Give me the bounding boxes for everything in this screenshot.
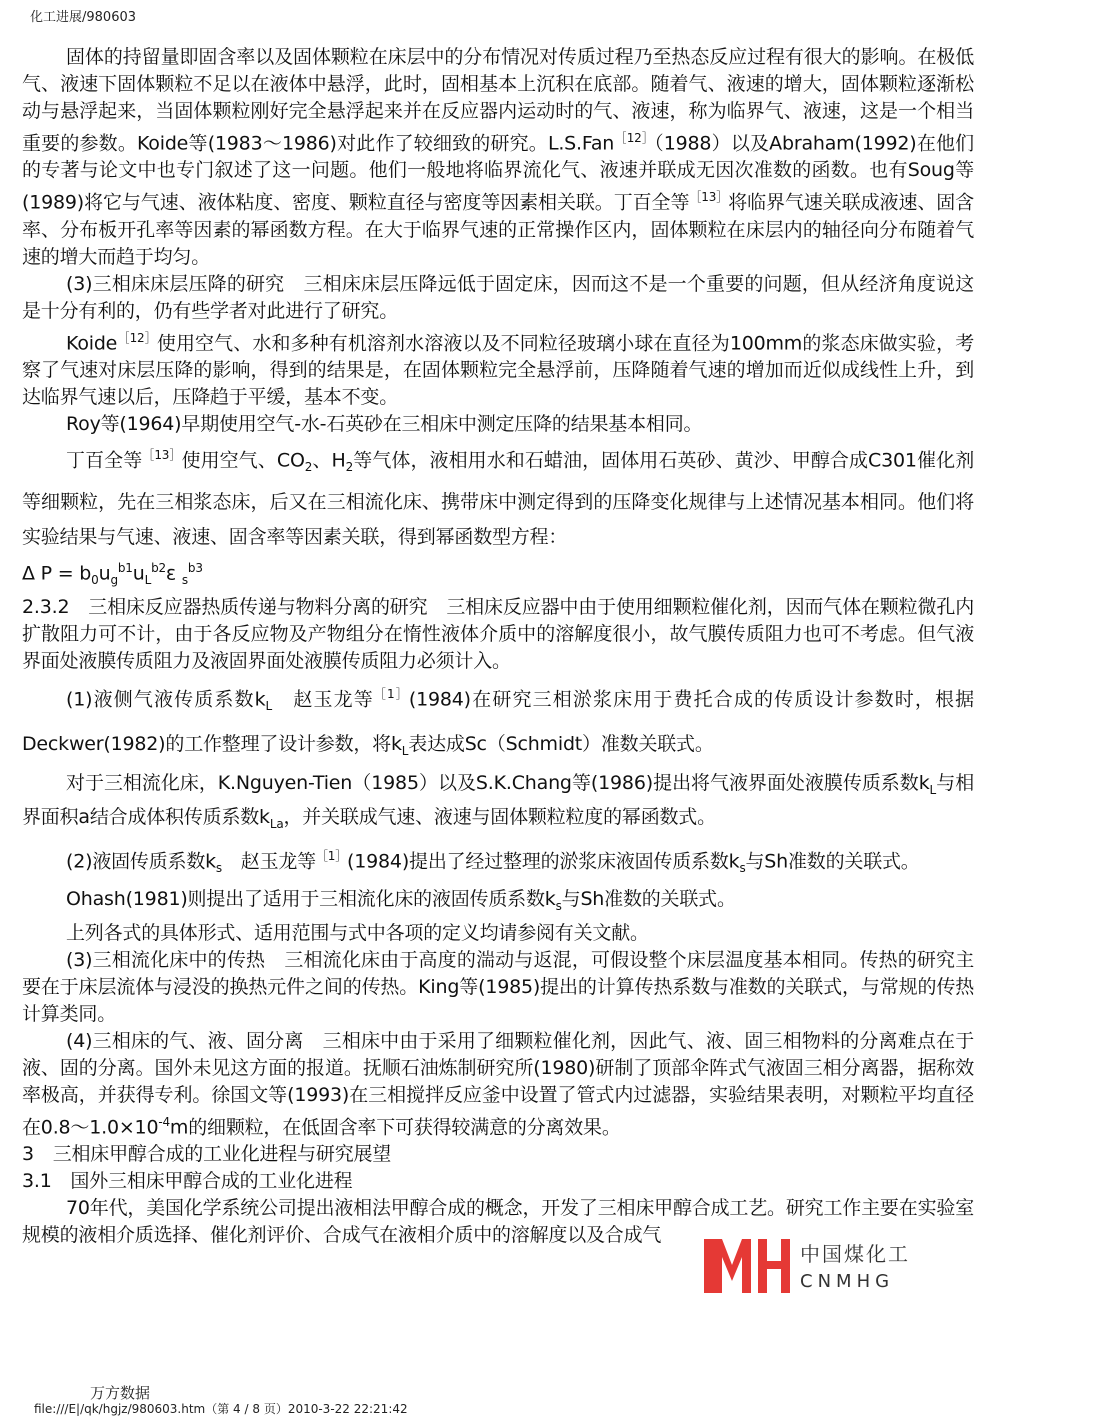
paragraph-critical-velocity: 固体的持留量即固含率以及固体颗粒在床层中的分布情况对传质过程乃至热态反应过程有很大的影响。在极低气、液速下固体颗粒不足以在液体中悬浮，此时，固相基本上沉积在底部。随着气、液速的增大，固体颗粒逐渐松动与悬浮起来，当固体颗粒刚好完全悬浮起来并在反应器内运动时的气、液速，称为临界气、液速，这是一个相当重要的参数。Koide等(1983～1986)对此作了较细致的研究。L.S.Fan$^{[12]}$（1988）以及Abraham(1992)在他们的专著与论文中也专门叙述了这一问题。他们一般地将临界流化气、液速并联成无因次准数的函数。也有Soug等(1989)将它与气速、液体粘度、密度、颗粒直径与密度等因素相关联。丁百全等$^{[13]}$将临界气速关联成液速、固含率、分布板开孔率等因素的幂函数方程。在大于临界气速的正常操作区内，固体颗粒在床层内的轴径向分布随着气速的增大而趋于均匀。 (22, 46, 974, 268)
pressure-drop-formula: Δ $P = b_0u_g^{b1}u_L^{b2}\varepsilon$ $_s^{b3}$ (22, 561, 203, 588)
paragraph-fluidized-bed: 对于三相流化床，K.Nguyen-Tien（1985）以及S.K.Chang等(1986)提出将气液界面处液膜传质系数$k_L$与相界面积a结合成体积传质系数$k_{La}$，并关联成气速、液速与固体颗粒粒度的幂函数式。 (22, 772, 974, 831)
paragraph-liquid-solid: (2)液固传质系数$k_s$ 赵玉龙等$^{[1]}$(1984)提出了经过整理的淤浆床液固传质系数$k_s$与Sh准数的关联式。 (66, 848, 920, 875)
section-heading-2-3-2: 2.3.2 三相床反应器热质传递与物料分离的研究 三相床反应器中由于使用细颗粒催化剂，因而气体在颗粒微孔内扩散阻力可不计，由于各反应物及产物组分在惰性液体介质中的溶解度很小，故气膜传质阻力也可不考虑。但气液界面处液膜传质阻力及液固界面处液膜传质阻力必须计入。 (22, 596, 974, 673)
logo-chinese-text: 中国煤化工 (800, 1242, 910, 1266)
citation: ［13］ (689, 190, 729, 205)
citation: ［12］ (117, 330, 157, 345)
logo-mark-icon (702, 1235, 792, 1295)
paragraph-separation: (4)三相床的气、液、固分离 三相床中由于采用了细颗粒催化剂，因此气、液、固三相物料的分离难点在于液、固的分离。国外未见这方面的报道。抚顺石油炼制研究所(1980)研制了顶部伞阵式气液固三相分离器，据称效率极高，并获得专利。徐国文等(1993)在三相搅拌反应釜中设置了管式内过滤器，实验结果表明，对颗粒平均直径在$0.8\sim 1.0\times 10^{-4}m$的细颗粒，在低固含率下可获得较满意的分离效果。 (22, 1029, 974, 1138)
logo-english-text: CNMHG (800, 1271, 895, 1292)
document-body (22, 44, 974, 1249)
section-heading-3-1: 3.1 国外三相床甲醇合成的工业化进程 (22, 1170, 353, 1192)
section-heading-3: 3 三相床甲醇合成的工业化进程与研究展望 (22, 1143, 392, 1165)
citation: ［1］ (373, 687, 409, 702)
page-footer-path: file:///E|/qk/hgjz/980603.htm（第 4 / 8 页）2010-3-22 22:21:42 (34, 1402, 408, 1416)
paragraph-references-note: 上列各式的具体形式、适用范围与式中各项的定义均请参阅有关文献。 (66, 921, 649, 944)
paragraph-liquid-side: (1)液侧气液传质系数$k_L$ 赵玉龙等$^{[1]}$(1984)在研究三相淤浆床用于费托合成的传质设计参数时，根据Deckwer(1982)的工作整理了设计参数，将$k_L$表达成Sc（Schmidt）准数关联式。 (22, 687, 974, 759)
citation: ［13］ (142, 447, 182, 462)
citation: ［1］ (316, 848, 348, 863)
citation: ［12］ (614, 131, 655, 145)
paragraph-roy: Roy等(1964)早期使用空气-水-石英砂在三相床中测定压降的结果基本相同。 (66, 412, 703, 435)
wanfang-watermark: 万方数据 (90, 1384, 151, 1402)
cnmhg-logo (702, 1234, 922, 1296)
paragraph-1970s: 70年代，美国化学系统公司提出液相法甲醇合成的概念，开发了三相床甲醇合成工艺。研究工作主要在实验室规模的液相介质选择、催化剂评价、合成气在液相介质中的溶解度以及合成气 (22, 1197, 974, 1246)
document-header: 化工进展/980603 (30, 10, 137, 25)
paragraph-ding: 丁百全等$^{[13]}$使用空气、$CO_2$、$H_2$等气体，液相用水和石蜡油，固体用石英砂、黄沙、甲醇合成C301催化剂等细颗粒，先在三相浆态床，后又在三相流化床、携带床中测定得到的压降变化规律与上述情况基本相同。他们将实验结果与气速、液速、固含率等因素关联，得到幂函数型方程： (22, 447, 974, 549)
paragraph-pressure-drop: (3)三相床床层压降的研究 三相床床层压降远低于固定床，因而这不是一个重要的问题，但从经济角度说这是十分有利的，仍有些学者对此进行了研究。 (22, 272, 974, 322)
paragraph-ohash: Ohash(1981)则提出了适用于三相流化床的液固传质系数$k_s$与Sh准数的关联式。 (66, 887, 736, 913)
paragraph-koide: Koide$^{[12]}$使用空气、水和多种有机溶剂水溶液以及不同粒径玻璃小球在直径为100mm的浆态床做实验，考察了气速对床层压降的影响，得到的结果是，在固体颗粒完全悬浮前，压降随着气速的增加而近似成线性上升，到达临界气速以后，压降趋于平缓，基本不变。 (22, 330, 974, 408)
paragraph-heat-transfer: (3)三相流化床中的传热 三相流化床由于高度的湍动与返混，可假设整个床层温度基本相同。传热的研究主要在于床层流体与浸没的换热元件之间的传热。King等(1985)提出的计算传热系数与准数的关联式，与常规的传热计算类同。 (22, 948, 974, 1025)
